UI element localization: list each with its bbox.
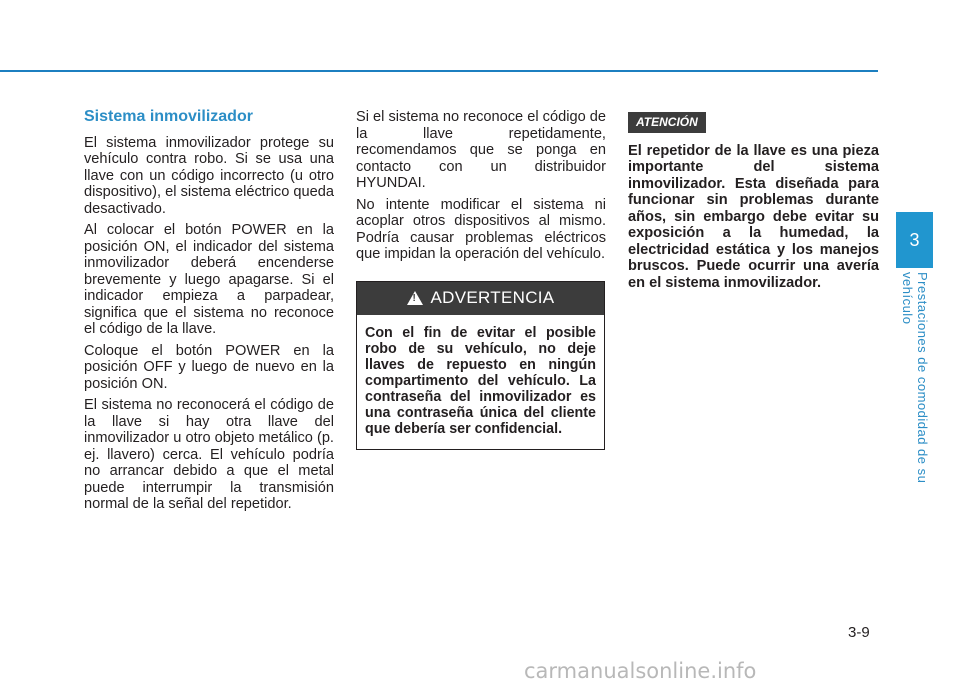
paragraph: Al colocar el botón POWER en la posición ON, el indicador del sistema inmovilizador deberá encenderse brevemente y luego apagarse. Si el indicador empieza a parpadear, significa que el sistema no reconoce el código de la llave.	[84, 222, 334, 337]
warning-header	[357, 282, 604, 315]
section-title: Sistema inmovilizador	[84, 108, 253, 125]
warning-title: ADVERTENCIA	[430, 287, 555, 307]
chapter-tab: 3	[896, 212, 933, 268]
middle-column	[356, 109, 606, 450]
paragraph: No intente modificar el sistema ni acoplar otros dispositivos al mismo. Podría causar problemas eléctricos que impidan la operación del vehículo.	[356, 196, 606, 262]
left-column	[84, 109, 334, 518]
warning-box	[356, 281, 605, 450]
paragraph: Si el sistema no reconoce el código de la llave repetidamente, recomendamos que se ponga en contacto con un distribuidor HYUNDAI.	[356, 109, 606, 191]
watermark: carmanualsonline.info	[524, 659, 757, 683]
page-number: 3-9	[848, 624, 870, 641]
paragraph: Coloque el botón POWER en la posición OFF y luego de nuevo en la posición ON.	[84, 342, 334, 392]
warning-text: Con el fin de evitar el posible robo de su vehículo, no deje llaves de repuesto en ningún compartimento del vehículo. La contraseña del inmovilizador es una contraseña única del cliente que debería ser confidencial.	[365, 324, 596, 437]
paragraph: El sistema inmovilizador protege su vehículo contra robo. Si se usa una llave con un código incorrecto (u otro dispositivo), el sistema eléctrico queda desactivado.	[84, 134, 334, 217]
attention-tag: ATENCIÓN	[628, 112, 706, 133]
warning-triangle-icon: !	[407, 291, 423, 305]
attention-text: El repetidor de la llave es una pieza importante del sistema inmovilizador. Esta diseñada para funcionar sin problemas durante años, sin embargo debe evitar su exposición a la humedad, la electricidad estática y los manejos bruscos. Puede ocurrir una avería en el sistema inmovilizador.	[628, 142, 879, 291]
right-column	[628, 112, 879, 296]
header-rule	[0, 70, 878, 72]
chapter-title: Prestaciones de comodidad de su vehículo	[900, 272, 930, 484]
paragraph: El sistema no reconocerá el código de la llave si hay otra llave del inmovilizador u otro objeto metálico (p. ej. llavero) cerca. El vehículo podría no arrancar debido a que el metal puede interrumpir la transmisión normal de la señal del repetidor.	[84, 397, 334, 512]
